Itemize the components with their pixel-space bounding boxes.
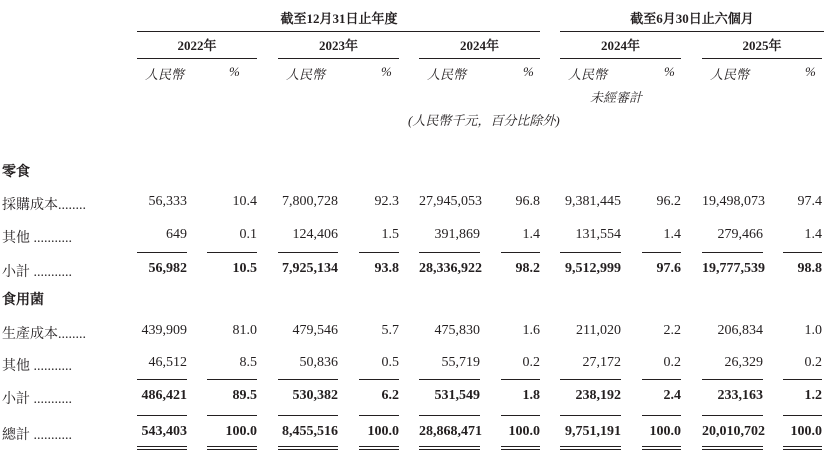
amount-cell: 26,329 [724, 355, 763, 370]
underline [207, 252, 257, 253]
currency-label: 人民幣 [568, 67, 608, 82]
double-underline [642, 449, 681, 450]
underline [702, 415, 763, 416]
percent-cell: 2.2 [663, 323, 681, 338]
header-annual: 截至12月31日止年度 [280, 11, 398, 26]
percent-cell: 1.6 [522, 323, 540, 338]
underline [783, 415, 822, 416]
amount-cell: 9,751,191 [565, 424, 621, 439]
underline [207, 446, 257, 447]
percent-cell: 100.0 [649, 424, 681, 439]
underline [702, 379, 763, 380]
table-row [0, 194, 827, 214]
row-label: 小計 ........... [2, 392, 72, 407]
amount-cell: 9,512,999 [565, 261, 621, 276]
percent-cell: 96.2 [656, 194, 681, 209]
percent-cell: 93.8 [374, 261, 399, 276]
year-header: 2025年 [742, 38, 782, 53]
double-underline [359, 449, 399, 450]
percent-cell: 100.0 [225, 424, 257, 439]
underline [359, 252, 399, 253]
amount-cell: 479,546 [292, 323, 338, 338]
percent-cell: 1.2 [804, 388, 822, 403]
amount-cell: 439,909 [141, 323, 187, 338]
double-underline [501, 449, 540, 450]
amount-cell: 28,336,922 [419, 261, 482, 276]
percent-cell: 2.4 [663, 388, 681, 403]
percent-cell: 10.5 [232, 261, 257, 276]
percent-cell: 100.0 [367, 424, 399, 439]
percent-cell: 98.8 [797, 261, 822, 276]
underline [359, 379, 399, 380]
percent-cell: 0.1 [239, 227, 257, 242]
underline [702, 446, 763, 447]
percent-label: % [805, 64, 816, 79]
double-underline [702, 449, 763, 450]
amount-cell: 9,381,445 [565, 194, 621, 209]
underline [278, 252, 338, 253]
underline [419, 415, 480, 416]
underline [783, 252, 822, 253]
currency-label: 人民幣 [145, 67, 185, 82]
amount-cell: 7,800,728 [282, 194, 338, 209]
percent-cell: 6.2 [381, 388, 399, 403]
amount-cell: 543,403 [141, 424, 187, 439]
table-row [0, 388, 827, 408]
percent-cell: 100.0 [508, 424, 540, 439]
row-label: 總計 ........... [2, 428, 72, 443]
rule [137, 58, 257, 59]
percent-cell: 100.0 [790, 424, 822, 439]
underline [207, 415, 257, 416]
percent-label: % [664, 64, 675, 79]
amount-cell: 530,382 [292, 388, 338, 403]
percent-cell: 0.2 [522, 355, 540, 370]
underline [642, 252, 681, 253]
percent-label: % [229, 64, 240, 79]
underline [207, 379, 257, 380]
rule [560, 31, 824, 32]
percent-cell: 0.2 [804, 355, 822, 370]
underline [278, 415, 338, 416]
rule [278, 58, 399, 59]
percent-cell: 8.5 [239, 355, 257, 370]
unaudited-label: 未經審計 [590, 90, 643, 105]
percent-cell: 1.4 [663, 227, 681, 242]
percent-cell: 1.0 [804, 323, 822, 338]
underline [419, 379, 480, 380]
amount-cell: 649 [166, 227, 187, 242]
amount-cell: 55,719 [441, 355, 480, 370]
amount-cell: 131,554 [575, 227, 621, 242]
percent-cell: 1.4 [804, 227, 822, 242]
percent-cell: 97.4 [797, 194, 822, 209]
table-row [0, 323, 827, 343]
amount-cell: 27,172 [582, 355, 621, 370]
underline [783, 446, 822, 447]
rule [137, 31, 540, 32]
underline [137, 415, 187, 416]
percent-cell: 0.2 [663, 355, 681, 370]
underline [278, 379, 338, 380]
table-row [0, 424, 827, 444]
underline [642, 415, 681, 416]
row-label: 小計 ........... [2, 265, 72, 280]
underline [783, 379, 822, 380]
amount-cell: 27,945,053 [419, 194, 482, 209]
amount-cell: 279,466 [717, 227, 763, 242]
underline [137, 379, 187, 380]
underline [137, 446, 187, 447]
amount-cell: 56,333 [148, 194, 187, 209]
percent-cell: 5.7 [381, 323, 399, 338]
currency-label: 人民幣 [427, 67, 467, 82]
amount-cell: 46,512 [148, 355, 187, 370]
underline [501, 379, 540, 380]
year-header: 2022年 [177, 38, 217, 53]
percent-cell: 81.0 [232, 323, 257, 338]
amount-cell: 211,020 [576, 323, 621, 338]
row-label: 生產成本........ [2, 327, 86, 342]
rule [702, 58, 822, 59]
percent-cell: 89.5 [232, 388, 257, 403]
underline [419, 252, 480, 253]
underline [137, 252, 187, 253]
row-label: 其他 ........... [2, 359, 72, 374]
amount-cell: 124,406 [292, 227, 338, 242]
underline [359, 446, 399, 447]
table-row [0, 261, 827, 281]
underline [642, 379, 681, 380]
underline [501, 446, 540, 447]
underline [642, 446, 681, 447]
header-interim: 截至6月30日止六個月 [630, 11, 754, 26]
percent-cell: 0.5 [381, 355, 399, 370]
underline [702, 252, 763, 253]
percent-cell: 1.8 [522, 388, 540, 403]
double-underline [783, 449, 822, 450]
amount-cell: 531,549 [434, 388, 480, 403]
underline [560, 446, 621, 447]
amount-cell: 233,163 [717, 388, 763, 403]
year-header: 2024年 [459, 38, 499, 53]
row-label: 其他 ........... [2, 231, 72, 246]
double-underline [137, 449, 187, 450]
amount-cell: 206,834 [717, 323, 763, 338]
amount-cell: 486,421 [141, 388, 187, 403]
section-title: 食用菌 [2, 293, 44, 308]
amount-cell: 391,869 [434, 227, 480, 242]
percent-label: % [381, 64, 392, 79]
currency-label: 人民幣 [286, 67, 326, 82]
underline [560, 415, 621, 416]
section-title: 零食 [2, 165, 30, 180]
amount-cell: 7,925,134 [282, 261, 338, 276]
table-row [0, 227, 827, 247]
year-header: 2023年 [318, 38, 358, 53]
underline [359, 415, 399, 416]
underline [278, 446, 338, 447]
percent-cell: 92.3 [374, 194, 399, 209]
underline [560, 252, 621, 253]
amount-cell: 56,982 [148, 261, 187, 276]
table-row [0, 355, 827, 375]
double-underline [207, 449, 257, 450]
underline [560, 379, 621, 380]
percent-cell: 10.4 [232, 194, 257, 209]
underline [501, 252, 540, 253]
amount-cell: 28,868,471 [419, 424, 482, 439]
underline [501, 415, 540, 416]
amount-cell: 8,455,516 [282, 424, 338, 439]
percent-cell: 96.8 [515, 194, 540, 209]
double-underline [560, 449, 621, 450]
year-header: 2024年 [600, 38, 640, 53]
percent-label: % [523, 64, 534, 79]
percent-cell: 97.6 [656, 261, 681, 276]
amount-cell: 19,777,539 [702, 261, 765, 276]
double-underline [278, 449, 338, 450]
amount-cell: 238,192 [575, 388, 621, 403]
amount-cell: 50,836 [299, 355, 338, 370]
percent-cell: 1.5 [381, 227, 399, 242]
amount-cell: 475,830 [434, 323, 480, 338]
row-label: 採購成本........ [2, 198, 86, 213]
amount-cell: 19,498,073 [702, 194, 765, 209]
percent-cell: 1.4 [522, 227, 540, 242]
unit-note: (人民幣千元，百分比除外) [408, 113, 560, 128]
percent-cell: 98.2 [515, 261, 540, 276]
double-underline [419, 449, 480, 450]
rule [419, 58, 540, 59]
rule [560, 58, 681, 59]
underline [419, 446, 480, 447]
amount-cell: 20,010,702 [702, 424, 765, 439]
currency-label: 人民幣 [710, 67, 750, 82]
